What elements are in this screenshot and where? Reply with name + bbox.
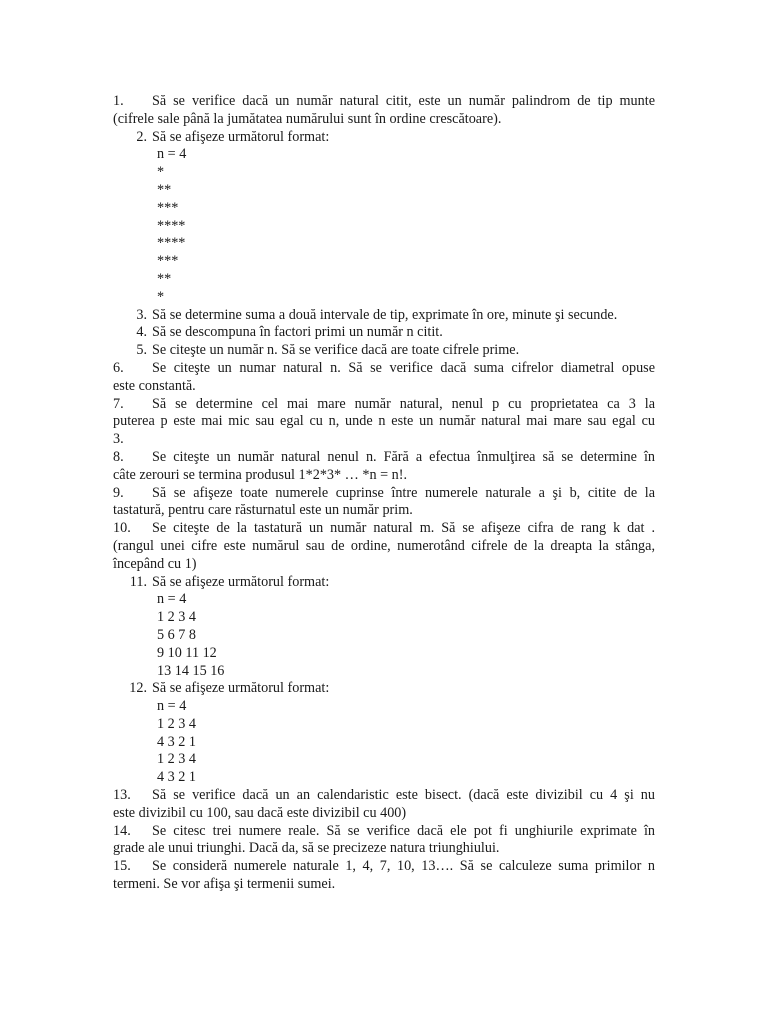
item-text: este constantă. xyxy=(113,377,196,394)
item-number: 4. xyxy=(136,324,147,341)
item-text: termeni. Se vor afişa şi termenii sumei. xyxy=(113,876,336,893)
format-line: **** xyxy=(157,217,186,234)
list-item xyxy=(113,858,655,894)
item-text: (cifrele sale până la jumătatea numărului sunt în ordine crescătoare). xyxy=(113,110,502,127)
list-item xyxy=(113,680,655,787)
format-line: n = 4 xyxy=(157,146,187,163)
format-line: 5 6 7 8 xyxy=(157,626,197,643)
format-line: 13 14 15 16 xyxy=(157,662,225,679)
item-text: Să se verifice dacă un număr natural citit, este un număr palindrom de tip munte xyxy=(152,93,655,109)
item-text: Să se descompuna în factori primi un număr n citit. xyxy=(152,324,443,341)
item-text: Să se verifice dacă un an calendaristic este bisect. (dacă este divizibil cu 4 şi nu xyxy=(152,787,655,804)
item-text: este divizibil cu 100, sau dacă este divizibil cu 400) xyxy=(113,804,407,821)
item-text: câte zerouri se termina produsul 1*2*3* … *n = n!. xyxy=(113,466,408,483)
item-number: 13. xyxy=(113,787,131,804)
item-text: Se citeşte de la tastatură un număr natural m. Să se afişeze cifra de rang k dat . xyxy=(152,520,655,537)
item-number: 7. xyxy=(113,395,124,412)
item-text: Să se afişeze următorul format: xyxy=(152,680,330,697)
format-line: * xyxy=(157,288,165,305)
item-text: 3. xyxy=(113,431,124,448)
list-item xyxy=(113,449,655,485)
format-line: n = 4 xyxy=(157,591,187,608)
item-number: 6. xyxy=(113,359,124,376)
item-text: grade ale unui triunghi. Dacă da, să se precizeze natura triunghiului. xyxy=(113,840,500,857)
format-line: n = 4 xyxy=(157,698,187,715)
format-line: **** xyxy=(157,235,186,252)
item-text: Se citeşte un numar natural n. Să se verifice dacă suma cifrelor diametral opuse xyxy=(152,359,655,376)
list-item xyxy=(113,787,655,823)
item-text: Se citeşte un număr natural nenul n. Fără a efectua înmulţirea să se determine în xyxy=(152,448,655,465)
item-number: 3. xyxy=(136,306,147,323)
item-text: Se consideră numerele naturale 1, 4, 7, 10, 13…. Să se calculeze suma primilor n xyxy=(152,858,655,875)
item-number: 14. xyxy=(113,822,131,839)
item-number: 8. xyxy=(113,448,124,465)
list-item xyxy=(113,129,655,307)
item-number: 12. xyxy=(129,680,147,697)
item-number: 10. xyxy=(113,520,131,537)
list-item xyxy=(113,307,655,325)
item-number: 15. xyxy=(113,858,131,875)
list-item xyxy=(113,360,655,396)
format-line: 4 3 2 1 xyxy=(157,769,197,786)
list-item xyxy=(113,342,655,360)
list-item xyxy=(113,823,655,859)
format-line: * xyxy=(157,164,165,181)
item-text: Să se afişeze toate numerele cuprinse între numerele naturale a şi b, citite de la xyxy=(152,484,655,501)
item-text: (rangul unei cifre este numărul sau de ordine, numerotând cifrele de la dreapta la stânga, xyxy=(113,537,655,554)
format-line: *** xyxy=(157,199,179,216)
list-item xyxy=(113,93,655,129)
format-line: 1 2 3 4 xyxy=(157,715,197,732)
item-text: Să se afişeze următorul format: xyxy=(152,573,330,590)
item-text: Să se afişeze următorul format: xyxy=(152,128,330,145)
format-line: 4 3 2 1 xyxy=(157,733,197,750)
item-text: Să se determine suma a două intervale de tip, exprimate în ore, minute şi secunde. xyxy=(152,306,618,323)
item-text: Se citesc trei numere reale. Să se verifice dacă ele pot fi unghiurile exprimate în xyxy=(152,822,655,839)
item-text: Să se determine cel mai mare număr natural, nenul p cu proprietatea ca 3 la xyxy=(152,395,655,412)
item-number: 5. xyxy=(136,342,147,359)
item-text: puterea p este mai mic sau egal cu n, unde n este un număr natural mai mare sau egal cu xyxy=(113,413,655,430)
list-item xyxy=(113,396,655,449)
format-line: 9 10 11 12 xyxy=(157,644,217,661)
format-line: ** xyxy=(157,270,172,287)
list-item xyxy=(113,574,655,681)
item-text: începând cu 1) xyxy=(113,555,197,572)
format-line: *** xyxy=(157,253,179,270)
item-text: Se citeşte un număr n. Să se verifice dacă are toate cifrele prime. xyxy=(152,342,520,359)
item-number: 11. xyxy=(129,573,147,590)
item-number: 2. xyxy=(136,128,147,145)
item-number: 1. xyxy=(113,93,124,109)
list-item xyxy=(113,520,655,573)
document-page xyxy=(113,93,655,894)
list-item xyxy=(113,324,655,342)
item-text: tastatură, pentru care răsturnatul este un număr prim. xyxy=(113,502,413,519)
format-line: 1 2 3 4 xyxy=(157,751,197,768)
format-line: 1 2 3 4 xyxy=(157,609,197,626)
item-number: 9. xyxy=(113,484,124,501)
format-line: ** xyxy=(157,181,172,198)
list-item xyxy=(113,485,655,521)
